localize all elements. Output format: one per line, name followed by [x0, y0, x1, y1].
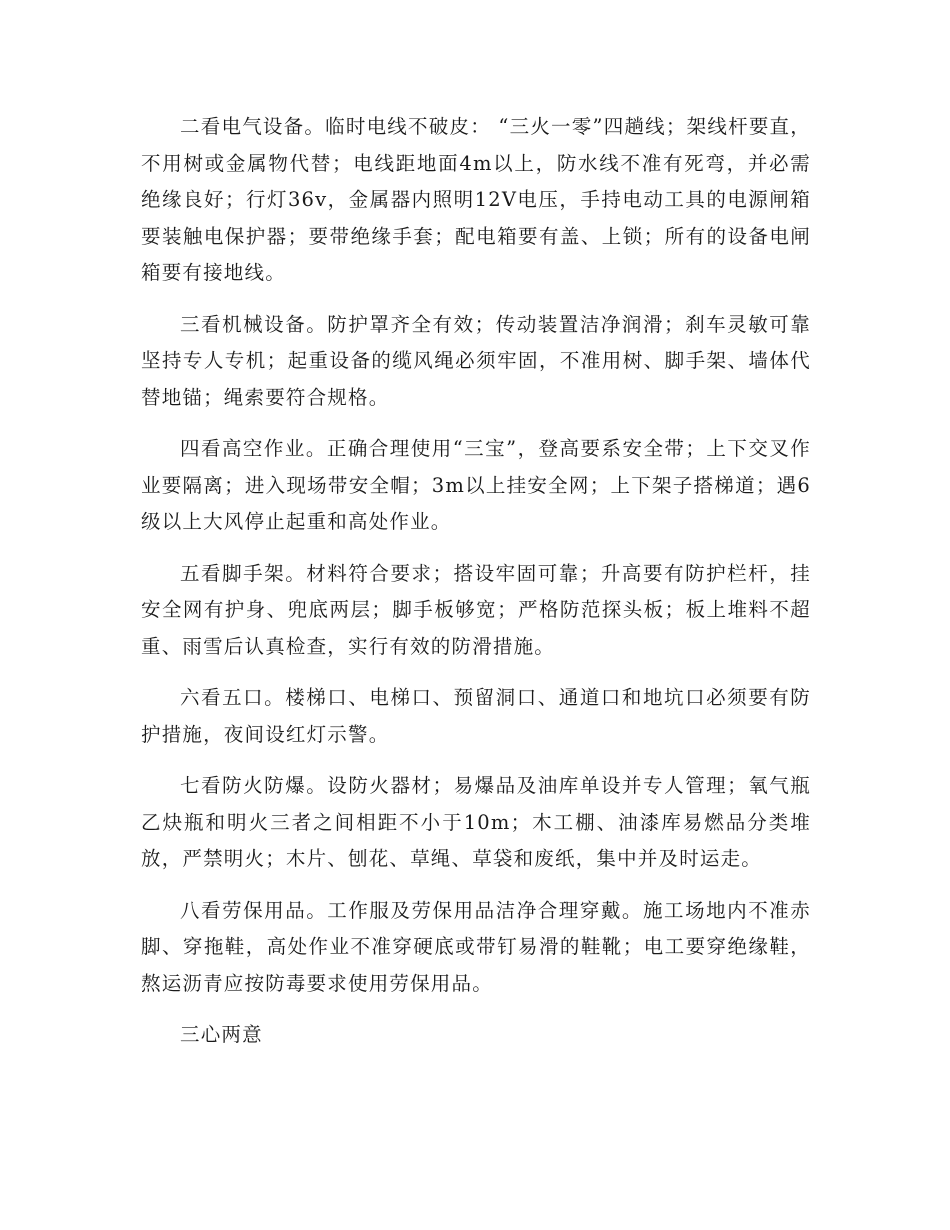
paragraph-scaffolding: 五看脚手架。材料符合要求；搭设牢固可靠；升高要有防护栏杆，挂安全网有护身、兜底两层；脚手板够宽；严格防范探头板；板上堆料不超重、雨雪后认真检查，实行有效的防滑措施。 [141, 561, 811, 658]
paragraph-high-altitude-work: 四看高空作业。正确合理使用“三宝”，登高要系安全带；上下交叉作业要隔离；进入现场带安全帽；3m以上挂安全网；上下架子搭梯道；遇6级以上大风停止起重和高处作业。 [141, 437, 811, 533]
section-heading: 三心两意 [180, 1023, 263, 1046]
paragraph-fire-explosion: 七看防火防爆。设防火器材；易爆品及油库单设并专人管理；氧气瓶乙炔瓶和明火三者之间相距不小于10m；木工棚、油漆库易燃品分类堆放，严禁明火；木片、刨花、草绳、草袋和废纸，集中并及时运走。 [141, 774, 811, 870]
paragraph-electrical-equipment: 二看电气设备。临时电线不破皮： “三火一零”四趟线；架线杆要直，不用树或金属物代替；电线距地面4m以上，防水线不准有死弯，并必需绝缘良好；行灯36v，金属器内照明12V电压，手持电动工具的电源闸箱要装触电保护器；要带绝缘手套；配电箱要有盖、上锁；所有的设备电闸箱要有接地线。 [141, 115, 811, 284]
paragraph-protective-gear: 八看劳保用品。工作服及劳保用品洁净合理穿戴。施工场地内不准赤脚、穿拖鞋，高处作业不准穿硬底或带钉易滑的鞋靴；电工要穿绝缘鞋，熬运沥青应按防毒要求使用劳保用品。 [141, 898, 811, 995]
document-body [141, 109, 811, 1069]
paragraph-mechanical-equipment: 三看机械设备。防护罩齐全有效；传动装置洁净润滑；刹车灵敏可靠坚持专人专机；起重设备的缆风绳必须牢固，不准用树、脚手架、墙体代替地锚；绳索要符合规格。 [141, 312, 811, 409]
paragraph-five-openings: 六看五口。楼梯口、电梯口、预留洞口、通道口和地坑口必须要有防护措施，夜间设红灯示警。 [141, 686, 811, 746]
